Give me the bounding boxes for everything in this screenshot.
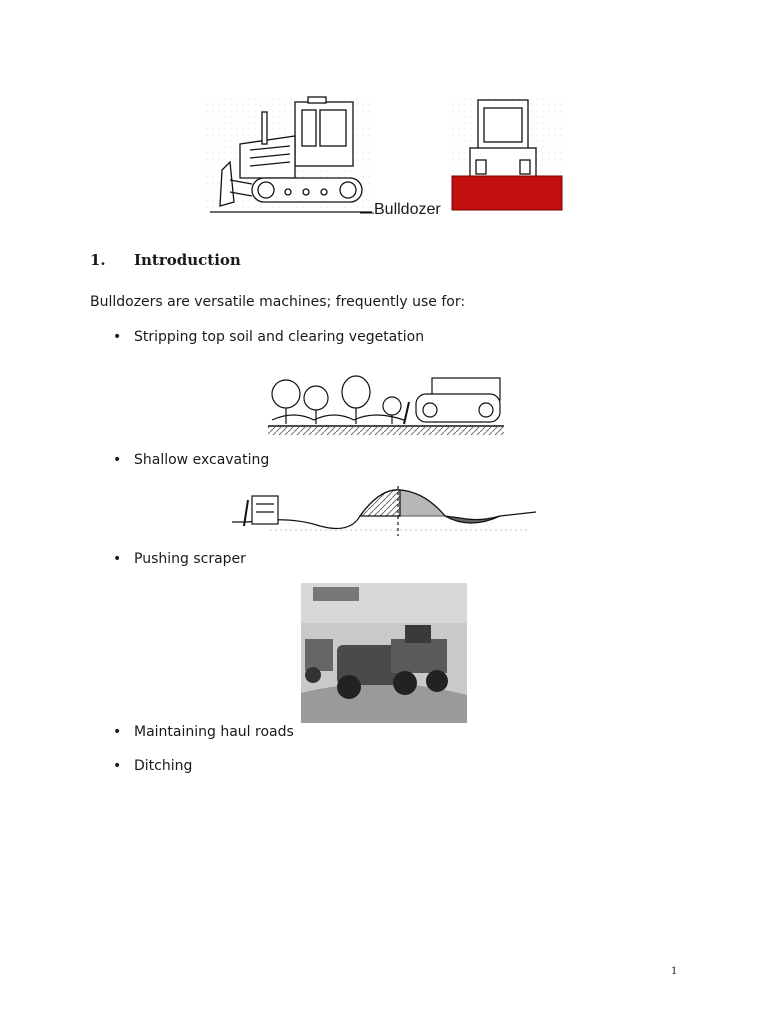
page-number: 1 xyxy=(671,966,678,977)
bulldozer-blade xyxy=(452,176,562,210)
bullet-glyph: • xyxy=(113,758,122,774)
intro-paragraph: Bulldozers are versatile machines; frequently use for: xyxy=(90,294,466,310)
list-item-text: Pushing scraper xyxy=(134,551,246,567)
pushing-scraper-photo xyxy=(301,583,467,723)
bullet-glyph: • xyxy=(113,329,122,345)
shallow-excavating-figure xyxy=(230,486,540,542)
list-item-text: Ditching xyxy=(134,758,193,774)
list-item-text: Stripping top soil and clearing vegetation xyxy=(134,329,425,345)
figure-caption: Bulldozer xyxy=(374,201,441,218)
list-item xyxy=(113,329,424,345)
bullet-glyph: • xyxy=(113,724,122,740)
bullet-glyph: • xyxy=(113,551,122,567)
list-item xyxy=(113,724,294,740)
section-title: Introduction xyxy=(134,251,241,269)
list-item xyxy=(113,452,269,468)
list-item xyxy=(113,551,246,567)
list-item xyxy=(113,758,192,774)
bulldozer-front-view xyxy=(470,100,536,178)
clearing-vegetation-figure xyxy=(264,372,512,452)
list-item-text: Maintaining haul roads xyxy=(134,724,294,740)
section-heading xyxy=(90,251,241,269)
bullet-glyph: • xyxy=(113,452,122,468)
section-number: 1. xyxy=(90,251,106,269)
list-item-text: Shallow excavating xyxy=(134,452,270,468)
